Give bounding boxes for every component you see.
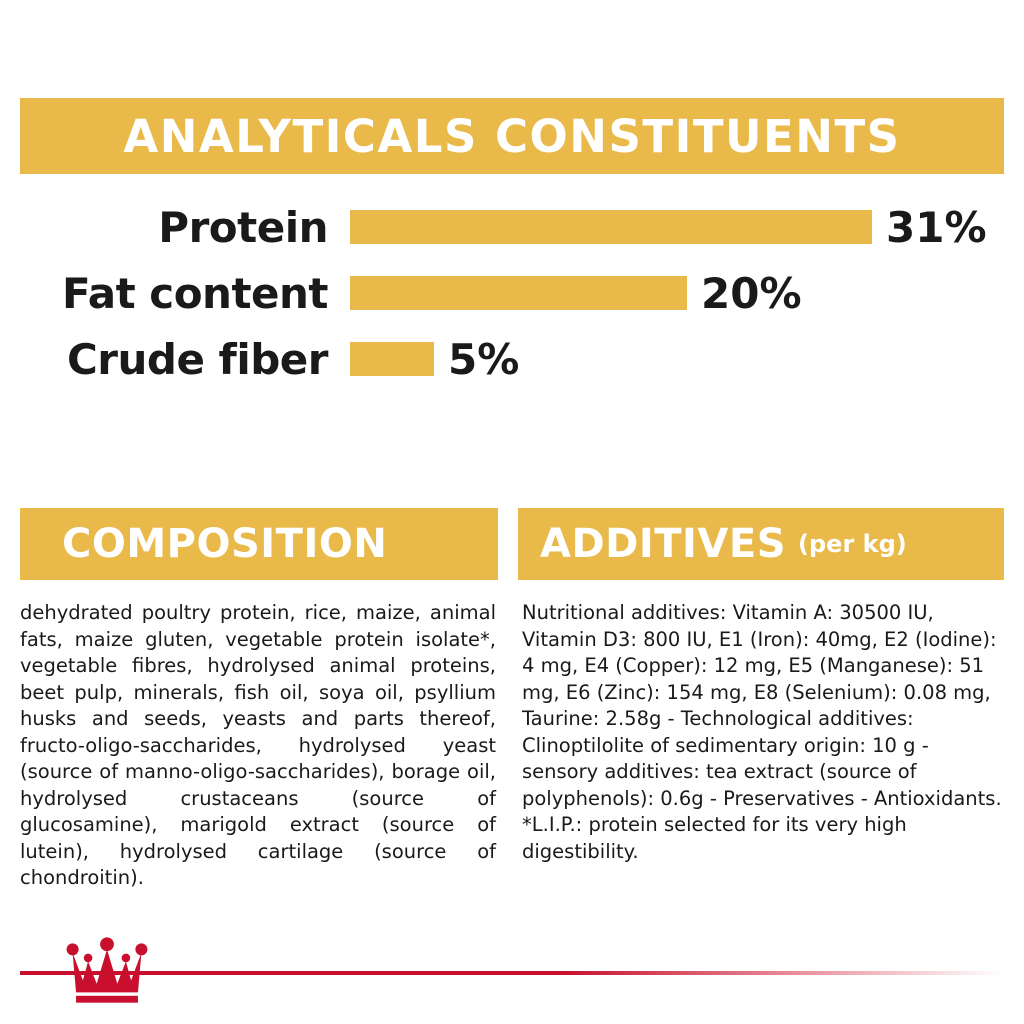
- bar-label-protein: Protein: [158, 202, 328, 252]
- additives-text: Nutritional additives: Vitamin A: 30500 IU, Vitamin D3: 800 IU, E1 (Iron): 40mg, E2 (Iodine): 4 mg, E4 (Copper): 12 mg, E5 (Manganese): 51 mg, E6 (Zinc): 154 mg, E8 (Selenium): 0.08 mg, Taurine: 2.58g - Technological additives: Clinoptilolite of sedimentary origin: 10 g - sensory additives: tea extract (source of polyphenols): 0.6g - Preservatives - Antioxidants. *L.I.P.: protein selected for its very high digestibility.: [522, 601, 1002, 863]
- footer-divider: [20, 971, 1004, 975]
- bar-fill-fat-content: [350, 276, 687, 310]
- bar-value-protein: 31%: [886, 202, 987, 252]
- bar-fill-crude-fiber: [350, 342, 434, 376]
- composition-heading: COMPOSITION: [62, 521, 388, 567]
- additives-header-band: [518, 508, 1004, 580]
- bar-track-crude-fiber: [350, 342, 434, 376]
- bar-track-fat-content: [350, 276, 687, 310]
- composition-header-band: [20, 508, 498, 580]
- bar-label-fat-content: Fat content: [62, 268, 328, 318]
- table-row: [20, 328, 1004, 390]
- composition-text: dehydrated poultry protein, rice, maize, animal fats, maize gluten, vegetable protein isolate*, vegetable fibres, hydrolysed animal proteins, beet pulp, minerals, fish oil, soya oil, psyllium husks and seeds, yeasts and parts thereof, fructo-oligo-saccharides, hydrolysed yeast (source of manno-oligo-saccharides), borage oil, hydrolysed crustaceans (source of glucosamine), marigold extract (source of lutein), hydrolysed cartilage (source of chondroitin).: [20, 601, 496, 889]
- bar-track-protein: [350, 210, 872, 244]
- analyticals-title: ANALYTICALS CONSTITUENTS: [123, 109, 901, 163]
- table-row: [20, 262, 1004, 324]
- additives-subheading: (per kg): [798, 530, 907, 558]
- analyticals-header-band: [20, 98, 1004, 174]
- bar-label-crude-fiber: Crude fiber: [66, 334, 328, 384]
- bar-fill-protein: [350, 210, 872, 244]
- analyticals-bar-chart: [20, 196, 1004, 396]
- royal-canin-crown-logo-icon: [64, 927, 150, 1013]
- bar-value-fat-content: 20%: [701, 268, 802, 318]
- table-row: [20, 196, 1004, 258]
- brand-footer: [0, 905, 1024, 1024]
- bar-value-crude-fiber: 5%: [448, 334, 520, 384]
- additives-heading: ADDITIVES: [540, 521, 787, 567]
